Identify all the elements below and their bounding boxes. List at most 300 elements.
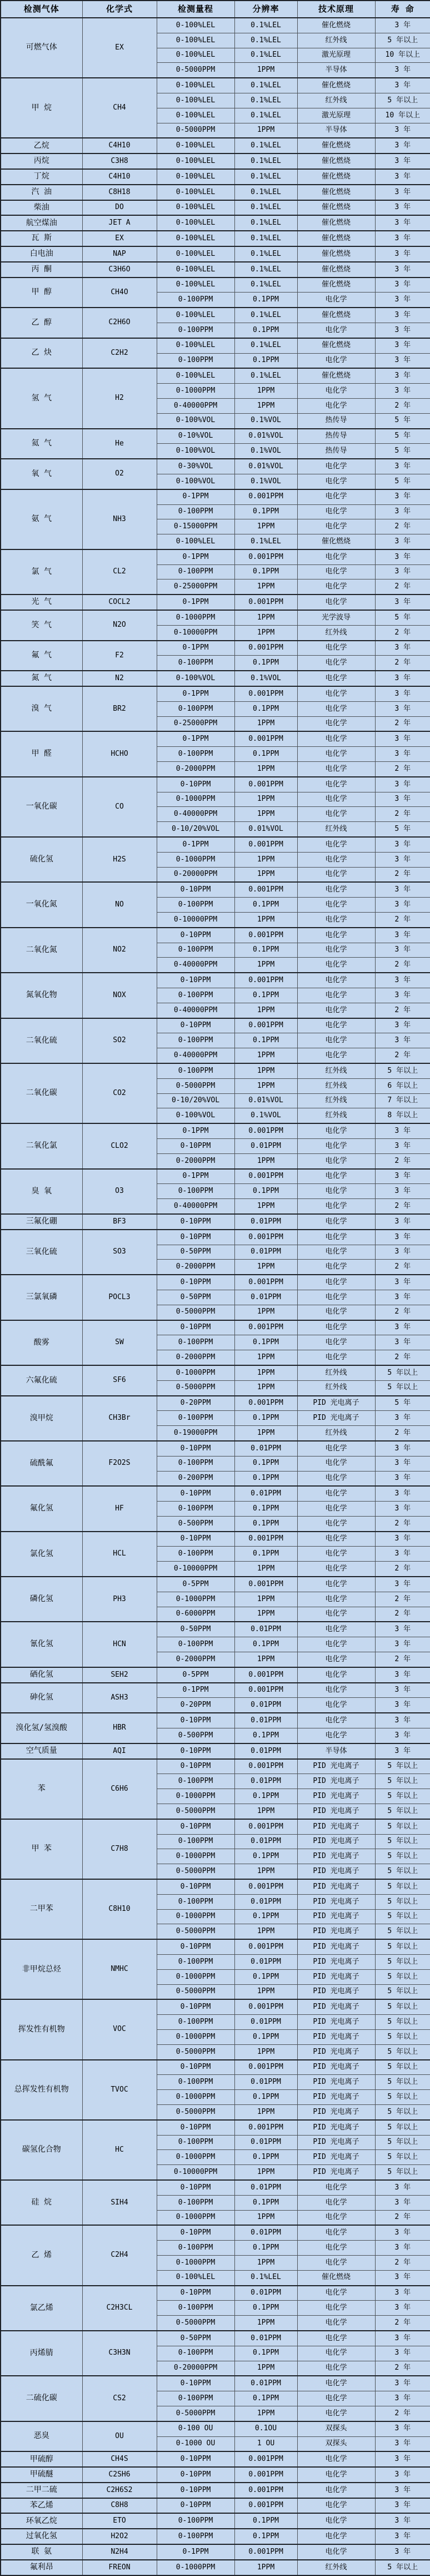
formula-cell: SF6 [82,1365,157,1396]
principle-cell: 催化燃烧 [297,231,375,246]
gas-name-cell: 氮 气 [1,671,82,686]
lifetime-cell: 3 年 [375,1547,430,1562]
lifetime-cell: 2 年 [375,1592,430,1607]
principle-cell: 电化学 [297,489,375,504]
principle-cell: 电化学 [297,762,375,777]
lifetime-cell: 5 年以上 [375,1939,430,1954]
lifetime-cell: 3 年 [375,1667,430,1683]
lifetime-cell: 3 年 [375,185,430,200]
formula-cell: JET A [82,215,157,231]
lifetime-cell: 2 年 [375,762,430,777]
range-cell: 0-10PPM [157,882,234,897]
resolution-cell: 0.001PPM [234,1819,297,1834]
range-cell: 0-5000PPM [157,1864,234,1879]
resolution-cell: 0.1PPM [234,1502,297,1517]
formula-cell: C8H10 [82,1879,157,1939]
range-cell: 0-10PPM [157,1138,234,1153]
gas-name-cell: 氯乙烯 [1,2286,82,2331]
range-cell: 0-100%LEL [157,338,234,353]
resolution-cell: 1PPM [234,579,297,595]
gas-name-cell: 氟化氢 [1,1486,82,1531]
spec-row [1,185,430,200]
principle-cell: 催化燃烧 [297,138,375,153]
gas-group [1,2560,430,2575]
lifetime-cell: 5 年以上 [375,1789,430,1804]
lifetime-cell: 2 年 [375,2210,430,2225]
gas-group [1,1879,430,1939]
principle-cell: 电化学 [297,293,375,308]
principle-cell: 电化学 [297,973,375,988]
principle-cell: PID 光电离子 [297,1969,375,1984]
gas-name-cell: 氯化氢 [1,1532,82,1577]
lifetime-cell: 3 年 [375,1532,430,1547]
spec-row [1,2421,430,2436]
gas-name-cell: 丙烯腈 [1,2331,82,2376]
resolution-cell: 1PPM [234,1199,297,1214]
spec-row [1,2544,430,2560]
principle-cell: 电化学 [297,1033,375,1048]
gas-name-cell: 氨 气 [1,489,82,549]
formula-cell: N2 [82,671,157,686]
range-cell: 0-100PPM [157,1184,234,1199]
lifetime-cell: 3 年 [375,1018,430,1033]
range-cell: 0-1000PPM [157,2210,234,2225]
lifetime-cell: 5 年以上 [375,1969,430,1984]
resolution-cell: 1PPM [234,519,297,534]
gas-group [1,459,430,489]
principle-cell: 电化学 [297,579,375,595]
spec-row [1,262,430,278]
resolution-cell: 0.001PPM [234,1999,297,2014]
range-cell: 0-5000PPM [157,2316,234,2331]
formula-cell: NO [82,882,157,927]
gas-group [1,686,430,731]
gas-name-cell: 臭 氧 [1,1169,82,1214]
gas-name-cell: 氰化氢 [1,1622,82,1667]
resolution-cell: 0.1%LEL [234,18,297,33]
principle-cell: 电化学 [297,353,375,368]
spec-row [1,1441,430,1456]
gas-name-cell: 总挥发性有机物 [1,2060,82,2120]
gas-name-cell: 酸雾 [1,1320,82,1365]
principle-cell: 电化学 [297,1516,375,1531]
principle-cell: 电化学 [297,1018,375,1033]
spec-row [1,928,430,943]
principle-cell: 电化学 [297,1199,375,1214]
principle-cell: PID 光电离子 [297,2060,375,2075]
spec-row [1,2529,430,2544]
principle-cell: 催化燃烧 [297,262,375,278]
range-cell: 0-100 OU [157,2421,234,2436]
gas-group [1,2331,430,2376]
lifetime-cell: 3 年 [375,882,430,897]
range-cell: 0-10000PPM [157,2165,234,2180]
principle-cell: 电化学 [297,2467,375,2483]
resolution-cell: 0.001PPM [234,1577,297,1592]
range-cell: 0-10/20%VOL [157,822,234,837]
formula-cell: HC [82,2120,157,2180]
range-cell: 0-100PPM [157,1834,234,1849]
range-cell: 0-2000PPM [157,1350,234,1365]
lifetime-cell: 2 年 [375,2255,430,2270]
lifetime-cell: 2 年 [375,1003,430,1018]
resolution-cell: 1PPM [234,1063,297,1078]
range-cell: 0-100%LEL [157,215,234,231]
resolution-cell: 0.001PPM [234,837,297,852]
formula-cell: C2SH6 [82,2467,157,2483]
principle-cell: 电化学 [297,898,375,913]
gas-group [1,1365,430,1396]
formula-cell: ETO [82,2513,157,2529]
resolution-cell: 0.001PPM [234,2544,297,2560]
spec-row [1,489,430,504]
lifetime-cell: 3 年 [375,1743,430,1759]
principle-cell: 电化学 [297,1607,375,1622]
resolution-cell: 0.01PPM [234,2180,297,2195]
resolution-cell: 0.1PPM [234,2346,297,2361]
resolution-cell: 0.001PPM [234,1683,297,1698]
lifetime-cell: 5 年以上 [375,1894,430,1909]
range-cell: 0-100PPM [157,353,234,368]
range-cell: 0-1PPM [157,549,234,564]
spec-row [1,338,430,353]
principle-cell: 电化学 [297,2180,375,2195]
principle-cell: 电化学 [297,398,375,413]
resolution-cell: 0.01PPM [234,2376,297,2391]
spec-row [1,1683,430,1698]
formula-cell: AQI [82,1743,157,1759]
lifetime-cell: 3 年 [375,338,430,353]
lifetime-cell: 2 年 [375,1199,430,1214]
formula-cell: H2S [82,837,157,882]
lifetime-cell: 3 年 [375,1486,430,1501]
range-cell: 0-100%LEL [157,138,234,153]
gas-name-cell: 乙 炔 [1,338,82,369]
gas-group [1,2060,430,2120]
range-cell: 0-1000PPM [157,384,234,399]
gas-name-cell: 溴甲烷 [1,1396,82,1441]
principle-cell: 电化学 [297,1441,375,1456]
spec-row [1,2498,430,2514]
principle-cell: 催化燃烧 [297,2270,375,2285]
principle-cell: 催化燃烧 [297,185,375,200]
spec-row [1,78,430,93]
lifetime-cell: 3 年 [375,731,430,746]
range-cell: 0-5000PPM [157,1804,234,1819]
principle-cell: 电化学 [297,2346,375,2361]
lifetime-cell: 3 年 [375,1214,430,1230]
lifetime-cell: 2 年 [375,1153,430,1168]
resolution-cell: 0.1%LEL [234,338,297,353]
lifetime-cell: 2 年 [375,656,430,671]
principle-cell: 电化学 [297,1456,375,1471]
formula-cell: COCL2 [82,595,157,610]
spec-row [1,308,430,323]
formula-cell: NH3 [82,489,157,549]
lifetime-cell: 3 年 [375,123,430,138]
lifetime-cell: 2 年 [375,2361,430,2376]
gas-group [1,2376,430,2421]
principle-cell: 电化学 [297,1275,375,1290]
lifetime-cell: 3 年 [375,2270,430,2285]
resolution-cell: 0.1%LEL [234,215,297,231]
formula-cell: SEH2 [82,1667,157,1683]
resolution-cell: 0.1PPM [234,1033,297,1048]
gas-group [1,1667,430,1683]
principle-cell: 电化学 [297,1502,375,1517]
principle-cell: 红外线 [297,93,375,108]
range-cell: 0-100PPM [157,2529,234,2544]
formula-cell: HCN [82,1622,157,1667]
formula-cell: CH4S [82,2451,157,2467]
resolution-cell: 0.1PPM [234,2301,297,2316]
principle-cell: 电化学 [297,1169,375,1184]
principle-cell: 电化学 [297,1184,375,1199]
gas-name-cell: 丙 酮 [1,262,82,278]
lifetime-cell: 3 年 [375,2241,430,2256]
gas-name-cell: 溴化氢/氢溴酸 [1,1713,82,1743]
resolution-cell: 1 OU [234,2436,297,2451]
gas-group [1,1532,430,1577]
spec-row [1,1018,430,1033]
spec-row [1,777,430,792]
gas-group [1,973,430,1018]
gas-name-cell: 硒化氢 [1,1667,82,1683]
resolution-cell: 0.01%VOL [234,1093,297,1108]
spec-row [1,1486,430,1501]
range-cell: 0-2000PPM [157,1153,234,1168]
principle-cell: 电化学 [297,1637,375,1652]
lifetime-cell: 2 年 [375,1607,430,1622]
resolution-cell: 1PPM [234,1804,297,1819]
principle-cell: PID 光电离子 [297,1864,375,1879]
resolution-cell: 0.1%VOL [234,1108,297,1123]
principle-cell: 催化燃烧 [297,278,375,293]
principle-cell: 催化燃烧 [297,78,375,93]
gas-name-cell: 溴 气 [1,686,82,731]
range-cell: 0-10PPM [157,2376,234,2391]
range-cell: 0-1000PPM [157,2090,234,2105]
gas-group [1,1759,430,1819]
header-lifetime: 寿 命 [375,1,430,18]
range-cell: 0-10PPM [157,1879,234,1894]
resolution-cell: 0.01PPM [234,2331,297,2346]
range-cell: 0-100PPM [157,564,234,579]
gas-name-cell: 甲硫醇 [1,2451,82,2467]
resolution-cell: 0.1%LEL [234,48,297,63]
range-cell: 0-1PPM [157,2544,234,2560]
principle-cell: 电化学 [297,988,375,1003]
lifetime-cell: 3 年 [375,78,430,93]
spec-row [1,2120,430,2135]
range-cell: 0-100PPM [157,2075,234,2090]
range-cell: 0-1PPM [157,731,234,746]
formula-cell: NAP [82,246,157,262]
range-cell: 0-100%LEL [157,169,234,185]
principle-cell: 电化学 [297,1123,375,1138]
gas-group [1,429,430,459]
resolution-cell: 0.001PPM [234,1759,297,1774]
resolution-cell: 0.01PPM [234,1713,297,1728]
resolution-cell: 0.001PPM [234,1275,297,1290]
header-resolution: 分辨率 [234,1,297,18]
spec-row [1,1577,430,1592]
lifetime-cell: 2 年 [375,519,430,534]
principle-cell: 电化学 [297,2316,375,2331]
range-cell: 0-1PPM [157,1169,234,1184]
spec-row [1,1063,430,1078]
principle-cell: 电化学 [297,656,375,671]
spec-row [1,1999,430,2014]
lifetime-cell: 2 年 [375,625,430,640]
resolution-cell: 0.001PPM [234,1667,297,1683]
gas-name-cell: 甲 醇 [1,278,82,308]
range-cell: 0-100PPM [157,1456,234,1471]
range-cell: 0-10000PPM [157,625,234,640]
range-cell: 0-100PPM [157,2241,234,2256]
spec-row [1,882,430,897]
lifetime-cell: 3 年 [375,1335,430,1350]
gas-name-cell: 乙烷 [1,138,82,153]
lifetime-cell: 3 年 [375,2286,430,2301]
resolution-cell: 0.1OU [234,2421,297,2436]
gas-group [1,1939,430,1999]
resolution-cell: 0.001PPM [234,731,297,746]
lifetime-cell: 5 年以上 [375,2044,430,2059]
resolution-cell: 0.1PPM [234,943,297,958]
range-cell: 0-1000 OU [157,2436,234,2451]
principle-cell: 电化学 [297,2301,375,2316]
spec-row [1,1667,430,1683]
lifetime-cell: 5 年以上 [375,2060,430,2075]
gas-group [1,1713,430,1743]
spec-row [1,1939,430,1954]
gas-group [1,731,430,776]
range-cell: 0-10PPM [157,1532,234,1547]
resolution-cell: 0.1PPM [234,1849,297,1864]
range-cell: 0-100%VOL [157,413,234,428]
resolution-cell: 0.1PPM [234,1637,297,1652]
resolution-cell: 0.1%LEL [234,78,297,93]
spec-row [1,1713,430,1728]
principle-cell: 红外线 [297,1093,375,1108]
resolution-cell: 1PPM [234,123,297,138]
gas-group [1,671,430,686]
principle-cell: 电化学 [297,777,375,792]
spec-row [1,610,430,625]
formula-cell: C2H2 [82,338,157,369]
principle-cell: 电化学 [297,2483,375,2498]
range-cell: 0-20000PPM [157,2361,234,2376]
resolution-cell: 0.01PPM [234,1441,297,1456]
resolution-cell: 0.1PPM [234,2241,297,2256]
resolution-cell: 0.1PPM [234,1411,297,1426]
gas-group [1,1123,430,1168]
spec-row [1,1759,430,1774]
range-cell: 0-10PPM [157,1320,234,1335]
lifetime-cell: 3 年 [375,384,430,399]
principle-cell: PID 光电离子 [297,1396,375,1411]
principle-cell: PID 光电离子 [297,2090,375,2105]
spec-row [1,731,430,746]
formula-cell: SIH4 [82,2180,157,2225]
lifetime-cell: 3 年 [375,747,430,762]
principle-cell: PID 光电离子 [297,1834,375,1849]
range-cell: 0-5000PPM [157,1305,234,1320]
gas-name-cell: 氟利昂 [1,2560,82,2575]
principle-cell: 电化学 [297,2255,375,2270]
lifetime-cell: 3 年 [375,2376,430,2391]
range-cell: 0-100%VOL [157,671,234,686]
gas-group [1,169,430,185]
principle-cell: 电化学 [297,1562,375,1577]
gas-name-cell: 汽 油 [1,185,82,200]
formula-cell: C3H8 [82,153,157,169]
resolution-cell: 0.1PPM [234,898,297,913]
lifetime-cell: 5 年以上 [375,2150,430,2165]
principle-cell: PID 光电离子 [297,1955,375,1970]
formula-cell: C2H4 [82,2225,157,2285]
resolution-cell: 1PPM [234,1864,297,1879]
resolution-cell: 0.01%VOL [234,459,297,474]
range-cell: 0-100PPM [157,2195,234,2210]
lifetime-cell: 3 年 [375,2544,430,2560]
formula-cell: PH3 [82,1577,157,1622]
gas-name-cell: 乙 醇 [1,308,82,338]
formula-cell: N2H4 [82,2544,157,2560]
principle-cell: 电化学 [297,384,375,399]
principle-cell: 电化学 [297,1547,375,1562]
principle-cell: 电化学 [297,882,375,897]
gas-name-cell: 二硫化碳 [1,2376,82,2421]
lifetime-cell: 3 年 [375,18,430,33]
resolution-cell: 0.1PPM [234,504,297,519]
spec-row [1,973,430,988]
resolution-cell: 1PPM [234,1592,297,1607]
principle-cell: PID 光电离子 [297,2135,375,2150]
gas-name-cell: 氦 气 [1,429,82,459]
gas-name-cell: 硫化氢 [1,837,82,882]
lifetime-cell: 2 年 [375,1426,430,1441]
range-cell: 0-100PPM [157,1335,234,1350]
range-cell: 0-100%LEL [157,368,234,383]
lifetime-cell: 2 年 [375,1562,430,1577]
resolution-cell: 0.001PPM [234,1396,297,1411]
principle-cell: PID 光电离子 [297,1909,375,1924]
lifetime-cell: 3 年 [375,278,430,293]
range-cell: 0-100%LEL [157,262,234,278]
range-cell: 0-1000PPM [157,2560,234,2575]
resolution-cell: 0.01PPM [234,1290,297,1305]
principle-cell: 电化学 [297,1320,375,1335]
range-cell: 0-50PPM [157,1622,234,1637]
lifetime-cell: 5 年以上 [375,2075,430,2090]
range-cell: 0-10PPM [157,2225,234,2240]
gas-group [1,928,430,973]
gas-name-cell: 航空煤油 [1,215,82,231]
range-cell: 0-1000PPM [157,792,234,807]
lifetime-cell: 3 年 [375,1230,430,1245]
formula-cell: CLO2 [82,1123,157,1168]
principle-cell: 电化学 [297,943,375,958]
formula-cell: F2 [82,641,157,671]
range-cell: 0-100%VOL [157,474,234,489]
resolution-cell: 0.01PPM [234,1774,297,1789]
gas-group [1,200,430,216]
principle-cell: 半导体 [297,1743,375,1759]
principle-cell: PID 光电离子 [297,1411,375,1426]
formula-cell: C2H6S2 [82,2483,157,2498]
